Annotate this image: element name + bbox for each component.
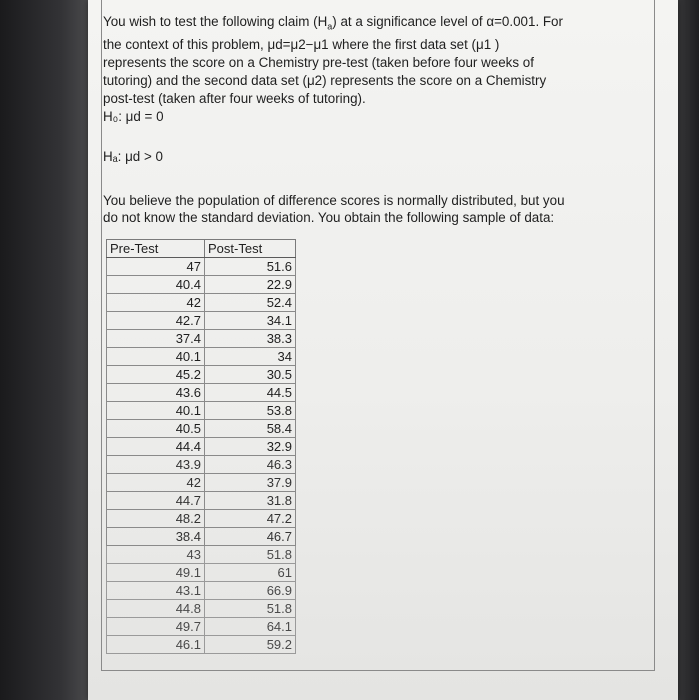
pre-test-cell: 40.1	[107, 402, 205, 420]
post-test-cell: 53.8	[205, 402, 296, 420]
post-test-cell: 44.5	[205, 384, 296, 402]
table-row	[107, 312, 296, 330]
table-row	[107, 636, 296, 654]
pre-test-cell: 44.8	[107, 600, 205, 618]
header-post-test: Post-Test	[205, 240, 296, 258]
pre-test-cell: 44.7	[107, 492, 205, 510]
pre-test-cell: 40.5	[107, 420, 205, 438]
table-row	[107, 348, 296, 366]
null-hypothesis: H₀: μd = 0	[103, 108, 164, 124]
pre-test-cell: 38.4	[107, 528, 205, 546]
table-row	[107, 384, 296, 402]
ha-subscript: a	[327, 21, 333, 32]
pre-test-cell: 48.2	[107, 510, 205, 528]
intro-line-3: represents the score on a Chemistry pre-test (taken before four weeks of	[103, 54, 534, 70]
table-row	[107, 420, 296, 438]
pre-test-cell: 42	[107, 294, 205, 312]
pre-test-cell: 49.7	[107, 618, 205, 636]
table-row	[107, 600, 296, 618]
pre-test-cell: 43.9	[107, 456, 205, 474]
post-test-cell: 32.9	[205, 438, 296, 456]
post-test-cell: 59.2	[205, 636, 296, 654]
pre-test-cell: 45.2	[107, 366, 205, 384]
intro-line-1-end: ) at a significance level of α=0.001. For	[332, 14, 563, 29]
post-test-cell: 51.6	[205, 258, 296, 276]
pre-test-cell: 40.4	[107, 276, 205, 294]
problem-text	[103, 13, 623, 226]
pre-test-cell: 37.4	[107, 330, 205, 348]
table-row	[107, 366, 296, 384]
post-test-cell: 46.7	[205, 528, 296, 546]
post-test-cell: 58.4	[205, 420, 296, 438]
header-pre-test: Pre-Test	[107, 240, 205, 258]
table-row	[107, 276, 296, 294]
table-body	[107, 258, 296, 654]
post-test-cell: 64.1	[205, 618, 296, 636]
post-test-cell: 38.3	[205, 330, 296, 348]
post-test-cell: 51.8	[205, 546, 296, 564]
post-test-cell: 37.9	[205, 474, 296, 492]
intro-line-1	[103, 13, 623, 36]
table-row	[107, 258, 296, 276]
post-test-cell: 61	[205, 564, 296, 582]
post-test-cell: 66.9	[205, 582, 296, 600]
intro-line-1-start: You wish to test the following claim (H	[103, 14, 328, 29]
intro-line-2: the context of this problem, μd=μ2−μ1 where the first data set (μ1 )	[103, 36, 500, 52]
table-row	[107, 294, 296, 312]
pre-test-cell: 43.6	[107, 384, 205, 402]
table-row	[107, 456, 296, 474]
table-row	[107, 528, 296, 546]
table-row	[107, 564, 296, 582]
post-test-cell: 46.3	[205, 456, 296, 474]
pre-test-cell: 42.7	[107, 312, 205, 330]
table-row	[107, 402, 296, 420]
photo-right-edge	[676, 0, 699, 700]
table-row	[107, 618, 296, 636]
table-row	[107, 510, 296, 528]
table-row	[107, 474, 296, 492]
table-row	[107, 546, 296, 564]
post-test-cell: 30.5	[205, 366, 296, 384]
pre-test-cell: 43	[107, 546, 205, 564]
table-row	[107, 582, 296, 600]
intro-line-4: tutoring) and the second data set (μ2) represents the score on a Chemistry	[103, 72, 547, 88]
post-test-cell: 34.1	[205, 312, 296, 330]
paper-sheet	[88, 0, 678, 700]
table-row	[107, 438, 296, 456]
table-header-row	[107, 240, 296, 258]
pre-test-cell: 40.1	[107, 348, 205, 366]
post-test-cell: 31.8	[205, 492, 296, 510]
sample-line-2: do not know the standard deviation. You obtain the following sample of data:	[103, 209, 555, 225]
pre-test-cell: 43.1	[107, 582, 205, 600]
post-test-cell: 22.9	[205, 276, 296, 294]
table-row	[107, 330, 296, 348]
pre-test-cell: 42	[107, 474, 205, 492]
pre-test-cell: 44.4	[107, 438, 205, 456]
data-table	[106, 239, 296, 654]
photo-left-edge	[0, 0, 88, 700]
table-row	[107, 492, 296, 510]
post-test-cell: 51.8	[205, 600, 296, 618]
pre-test-cell: 49.1	[107, 564, 205, 582]
intro-line-5: post-test (taken after four weeks of tutoring).	[103, 90, 366, 106]
sample-line-1: You believe the population of difference scores is normally distributed, but you	[103, 192, 565, 208]
pre-test-cell: 46.1	[107, 636, 205, 654]
post-test-cell: 52.4	[205, 294, 296, 312]
post-test-cell: 47.2	[205, 510, 296, 528]
pre-test-cell: 47	[107, 258, 205, 276]
alt-hypothesis: Hₐ: μd > 0	[103, 148, 163, 164]
post-test-cell: 34	[205, 348, 296, 366]
